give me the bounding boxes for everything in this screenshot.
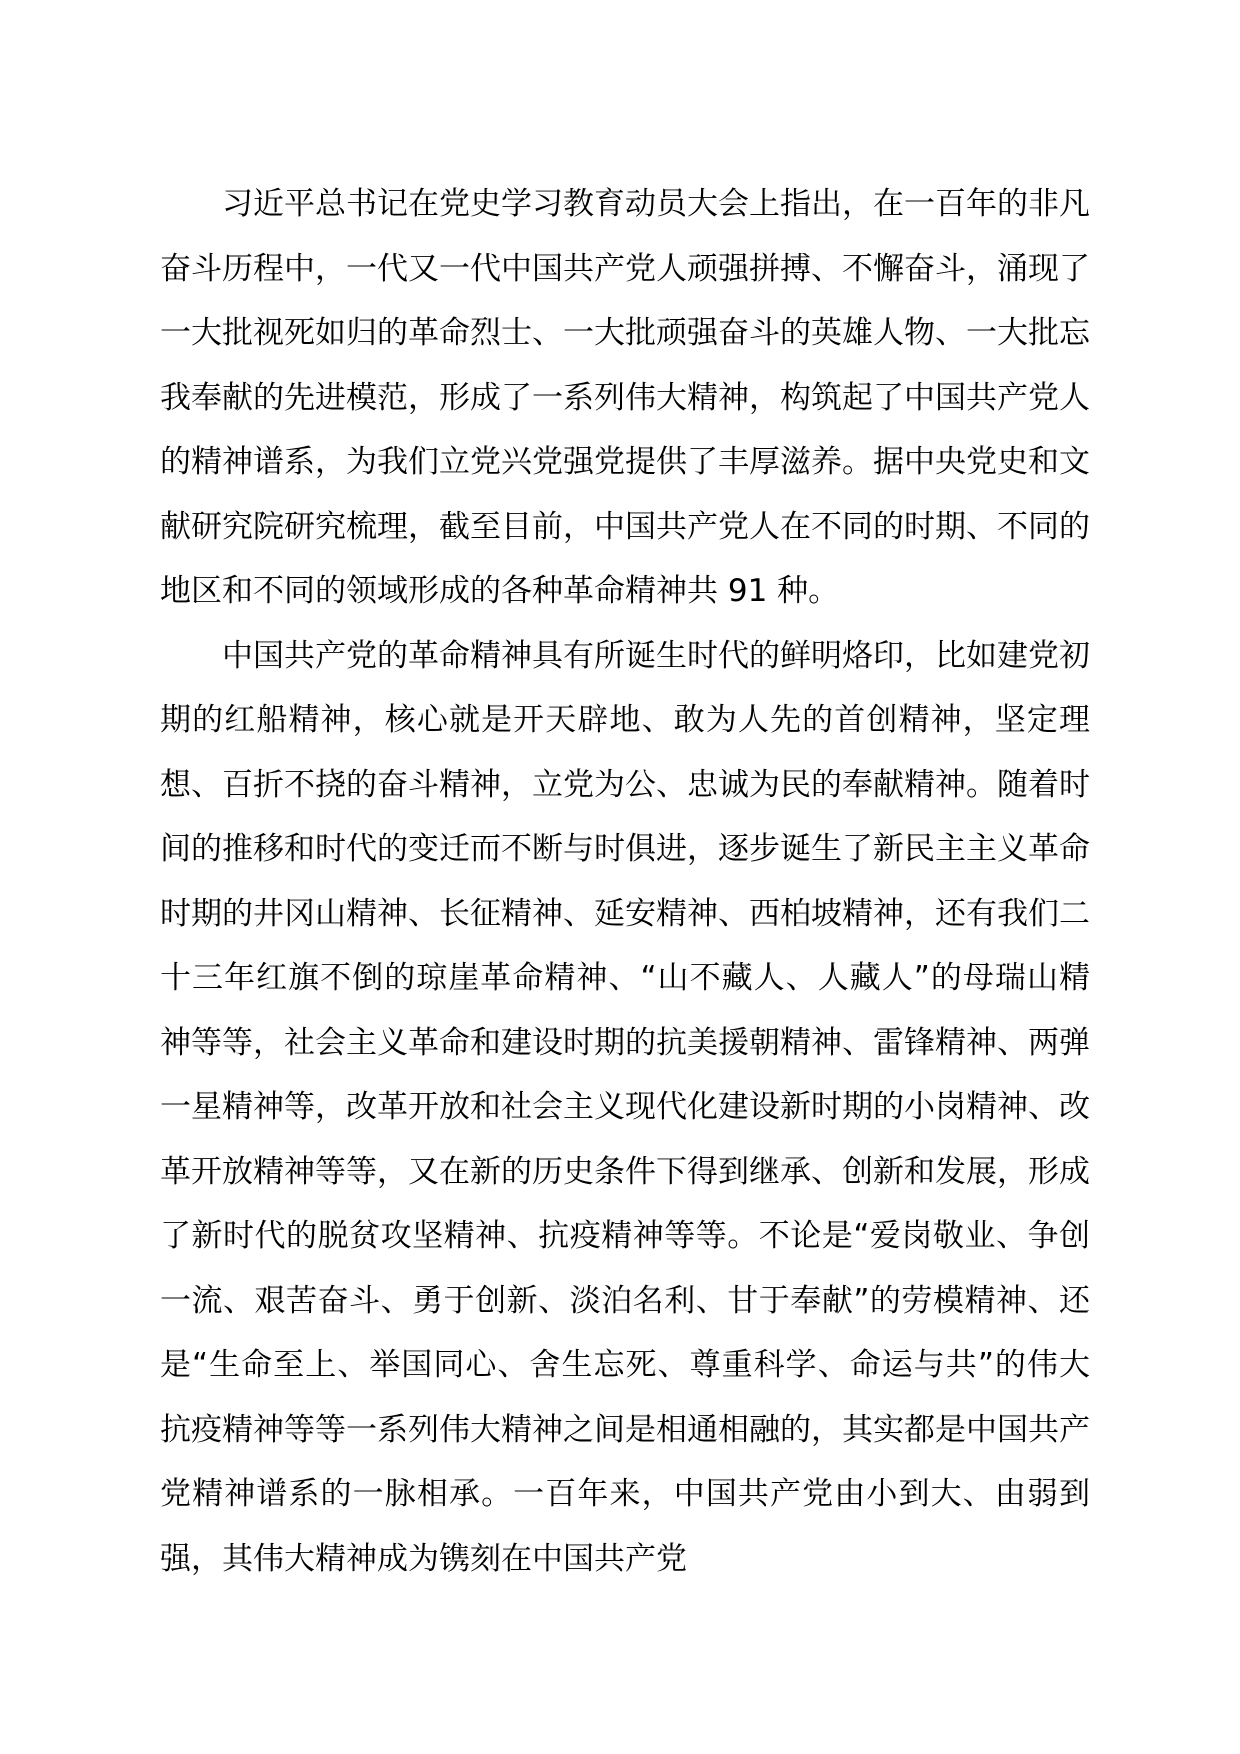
paragraph-1: 习近平总书记在党史学习教育动员大会上指出，在一百年的非凡奋斗历程中，一代又一代中国共产党人顽强拼搏、不懈奋斗，涌现了一大批视死如归的革命烈士、一大批顽强奋斗的英雄人物、一大批忘我奉献的先进模范，形成了一系列伟大精神，构筑起了中国共产党人的精神谱系，为我们立党兴党强党提供了丰厚滋养。据中央党史和文献研究院研究梳理，截至目前，中国共产党人在不同的时期、不同的地区和不同的领域形成的各种革命精神共 91 种。 bbox=[160, 186, 1090, 609]
paragraph-2: 中国共产党的革命精神具有所诞生时代的鲜明烙印，比如建党初期的红船精神，核心就是开天辟地、敢为人先的首创精神，坚定理想、百折不挠的奋斗精神，立党为公、忠诚为民的奉献精神。随着时间的推移和时代的变迁而不断与时俱进，逐步诞生了新民主主义革命时期的井冈山精神、长征精神、延安精神、西柏坡精神，还有我们二十三年红旗不倒的琼崖革命精神、“山不藏人、人藏人”的母瑞山精神等等，社会主义革命和建设时期的抗美援朝精神、雷锋精神、两弹一星精神等，改革开放和社会主义现代化建设新时期的小岗精神、改革开放精神等等，又在新的历史条件下得到继承、创新和发展，形成了新时代的脱贫攻坚精神、抗疫精神等等。不论是“爱岗敬业、争创一流、艰苦奋斗、勇于创新、淡泊名利、甘于奉献”的劳模精神、还是“生命至上、举国同心、舍生忘死、尊重科学、命运与共”的伟大抗疫精神等等一系列伟大精神之间是相通相融的，其实都是中国共产党精神谱系的一脉相承。一百年来，中国共产党由小到大、由弱到强，其伟大精神成为镌刻在中国共产党 bbox=[160, 637, 1090, 1577]
document-page bbox=[160, 172, 1090, 1591]
